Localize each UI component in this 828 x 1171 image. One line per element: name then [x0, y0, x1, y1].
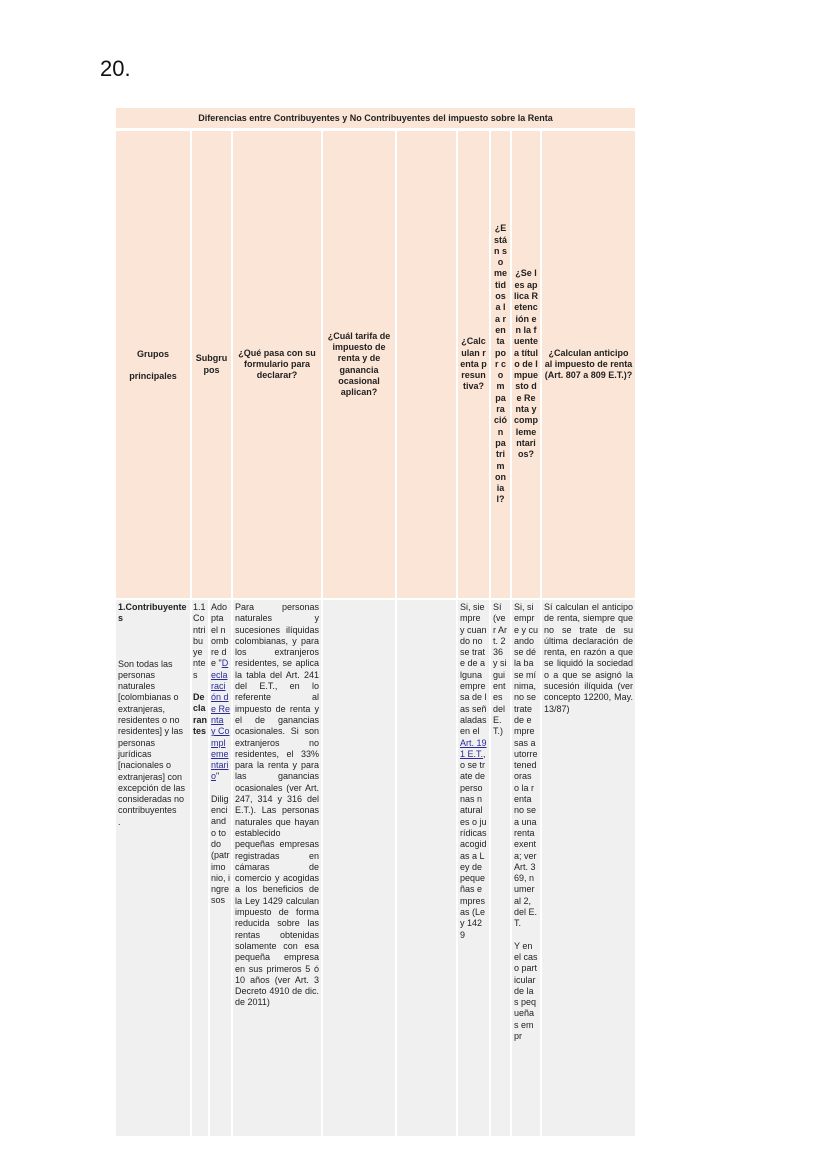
- table-title: Diferencias entre Contribuyentes y No Contribuyentes del impuesto sobre la Renta: [116, 108, 635, 128]
- retencion-text: Si, siempre y cuando se dé la base mínima, no se trate de empresas autorretenedoras o la renta no sea una renta exenta; ver Art. 369, numeral 2, del E.T.: [514, 602, 539, 929]
- header-text: Subgrupos: [195, 353, 228, 375]
- presuntiva-text-2: , o se trate de personas naturales o jurídicas acogidas a Ley de pequeñas empresas (Ley 1429: [460, 748, 487, 940]
- art-191-link[interactable]: Art. 191 E.T.: [460, 737, 487, 759]
- cell-anticipo: Sí calculan el anticipo de renta, siempre que no se trate de su última declaración de renta, en razón a que se liquidó la sociedad o a que se asignó la sucesión ilíquida (ver concepto 12200, May. 13/87): [542, 600, 635, 1136]
- declaracion-renta-link[interactable]: Declaración de Renta y Complementario: [211, 658, 231, 782]
- header-grupos: [116, 131, 190, 598]
- header-text: Grupos principales: [129, 348, 177, 381]
- group-description: Son todas las personas naturales [colombianas o extranjeras, residentes o no residentes] y las personas jurídicas [nacionales o extranjeras] con excepción de las consideradas no contribuyentes: [118, 658, 186, 816]
- header-comparacion: [491, 131, 510, 598]
- retencion-text-2: Y en el caso particular de las pequeñas empr: [514, 940, 538, 1041]
- header-text: ¿Se les aplica Retención en la fuente a título de Impuesto de Renta y complementarios?: [514, 268, 539, 460]
- presuntiva-text: Si, siempre y cuando no se trate de alguna empresa de las señaladas en el: [460, 602, 487, 737]
- group-dot: .: [118, 816, 121, 827]
- header-subgrupos: [192, 131, 231, 598]
- header-retencion: [512, 131, 540, 598]
- cell-subgrupo: [192, 600, 208, 1136]
- form-text: Adopta el nombre de ": [211, 602, 229, 669]
- header-text: ¿Están sometidos a la renta por comparación patrimonial?: [494, 223, 508, 505]
- header-anticipo: [542, 131, 635, 598]
- subgroup-name: 1.1Contribuyentes: [193, 602, 206, 680]
- cell-empty-2: [397, 600, 456, 1136]
- header-presuntiva: [458, 131, 489, 598]
- cell-tarifa: Para personas naturales y sucesiones ilíquidas colombianas, y para los extranjeros residentes, se aplica la tabla del Art. 241 del E.T., en lo referente al impuesto de renta y el de ganancias ocasionales. Si son extranjeros no residentes, el 33% para la renta y para las ganancias ocasionales (ver Art. 247, 314 y 316 del E.T.). Las personas naturales que hayan establecido pequeñas empresas registradas en cámaras de comercio y acogidas a los beneficios de la Ley 1429 calculan impuesto de forma reducida sobre las rentas obtenidas solamente con esa pequeña empresa en sus primeros 5 ó 10 años (ver Art. 3 Decreto 4910 de dic. de 2011): [233, 600, 321, 1136]
- cell-presuntiva: [458, 600, 489, 1136]
- form-diligenciando: Diligenciando todo (patrimonio, ingresos: [211, 793, 231, 906]
- cell-grupo: [116, 600, 190, 1136]
- subgroup-declarantes: Declarantes: [193, 692, 208, 736]
- header-text: ¿Calculan anticipo al impuesto de renta (Art. 807 a 809 E.T.)?: [544, 347, 633, 381]
- cell-comparacion: Sí (ver Art. 236 y siguientes del E.T.): [491, 600, 510, 1136]
- page-number: 20.: [100, 56, 131, 81]
- header-empty: [397, 131, 456, 598]
- cell-empty-1: [323, 600, 395, 1136]
- header-text: ¿Calculan renta presuntiva?: [460, 336, 487, 392]
- group-title: 1.Contribuyentes: [118, 602, 187, 624]
- cell-formulario: [210, 600, 231, 1136]
- cell-retencion: [512, 600, 540, 1136]
- header-text: ¿Qué pasa con su formulario para declarar?: [238, 347, 316, 381]
- header-text: ¿Cuál tarifa de impuesto de renta y de ganancia ocasional aplican?: [327, 330, 391, 398]
- header-tarifa: [323, 131, 395, 598]
- form-text-end: ": [216, 771, 220, 782]
- header-formulario: [233, 131, 321, 598]
